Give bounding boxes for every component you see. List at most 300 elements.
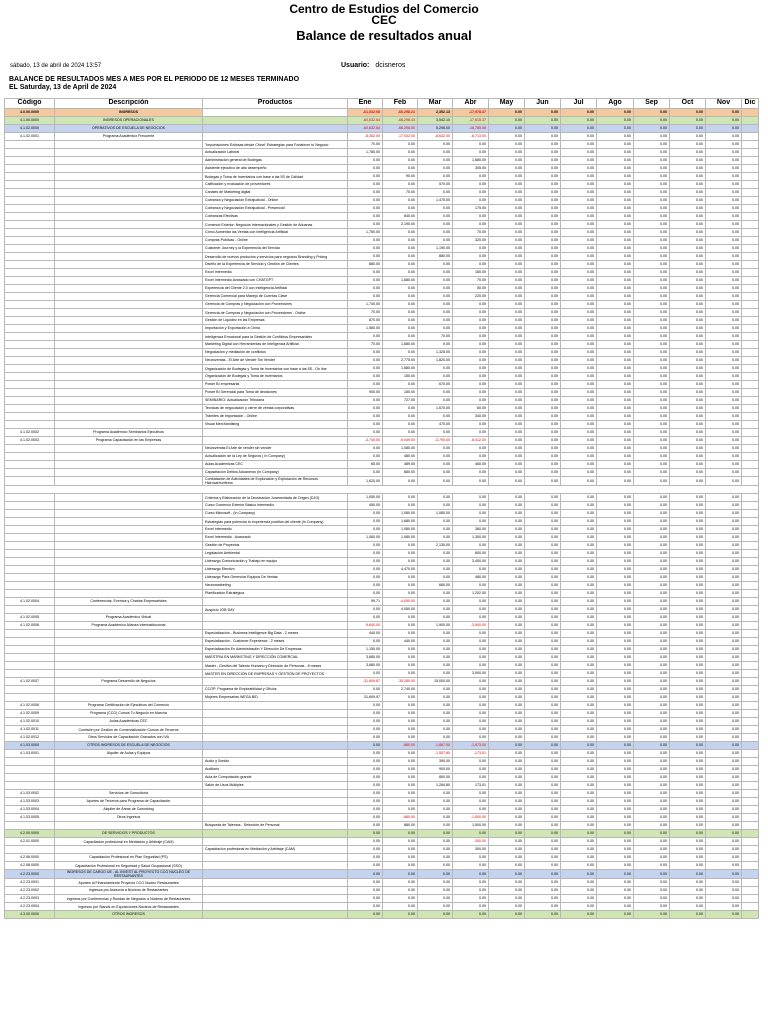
account-code [5,469,55,477]
month-value: 0.00 [706,373,742,381]
month-value: 0.00 [670,445,706,453]
account-description [55,686,203,694]
month-value: 0.00 [525,269,561,277]
table-row [5,662,759,670]
month-value: 0.00 [525,895,561,903]
month-value: 0.00 [418,213,453,221]
product-name: Trámites de importación - Online [203,413,348,421]
month-value: 0.00 [525,662,561,670]
account-description: Aulas Académicas CEC [55,718,203,726]
month-value: 0.00 [453,895,489,903]
month-value: 0.00 [453,879,489,887]
month-value: 0.00 [525,598,561,606]
month-value: 2,190.00 [383,221,418,229]
month-value: 0.00 [418,814,453,822]
month-value: 0.00 [489,149,525,157]
month-value: 0.00 [597,189,634,197]
account-code [5,774,55,782]
account-description [55,542,203,550]
month-value: 0.00 [634,325,670,333]
month-value: 0.00 [383,429,418,437]
account-description: Otros Servicios de Capacitación Gravados con IVA [55,734,203,742]
month-value: 0.00 [706,269,742,277]
month-value: 0.00 [383,838,418,846]
month-value: 0.00 [597,718,634,726]
month-value: 0.00 [525,133,561,141]
month-value: 0.00 [670,141,706,149]
table-row [5,630,759,638]
account-description [55,261,203,269]
month-value: 0.00 [489,429,525,437]
month-value: 0.00 [561,253,597,261]
month-value: 173.01 [453,782,489,790]
month-value: 0.00 [383,887,418,895]
month-value: 160.00 [453,269,489,277]
account-code [5,333,55,341]
month-value: 0.00 [383,285,418,293]
month-value: 0.00 [383,750,418,758]
table-row [5,429,759,437]
month-value: 0.00 [383,157,418,165]
month-value: 0.00 [489,510,525,518]
month-value: 0.00 [597,341,634,349]
table-row [5,293,759,301]
month-value: 0.00 [634,229,670,237]
month-value: 0.00 [561,846,597,854]
month-value: 0.00 [418,870,453,879]
account-description [55,197,203,205]
month-value: 0.00 [525,502,561,510]
month-value: 0.00 [489,109,525,117]
month-value: 0.00 [706,854,742,862]
month-value: 0.00 [348,895,383,903]
month-value: 0.00 [348,814,383,822]
month-value: 0.00 [561,622,597,630]
table-row [5,189,759,197]
month-value: 0.00 [525,453,561,461]
month-value: 0.00 [525,566,561,574]
month-value: 0.00 [706,197,742,205]
account-code [5,606,55,614]
month-value: 840.00 [383,213,418,221]
month-value: -173.01 [453,750,489,758]
month-value: 0.00 [561,173,597,181]
month-value: 0.00 [670,237,706,245]
month-value: 0.00 [597,357,634,365]
product-name: Neuroventas - El Arte de Vender Sin Vender [203,357,348,365]
account-description [55,469,203,477]
month-value: 0.00 [597,229,634,237]
month-value: 0.00 [418,614,453,622]
month-value: 0.00 [597,895,634,903]
month-value [742,895,759,903]
month-value: 0.00 [670,453,706,461]
product-name: Excel Intermedio - Avanzado [203,534,348,542]
table-row [5,879,759,887]
month-value: 0.00 [561,333,597,341]
month-value [742,782,759,790]
month-value: -8,362.00 [348,133,383,141]
month-value [742,229,759,237]
month-value: 0.00 [525,165,561,173]
month-value: 0.00 [489,911,525,919]
month-value: 0.00 [706,662,742,670]
product-name: Organización de Bodegas y Toma de Inventarios [203,373,348,381]
month-value: 0.00 [706,654,742,662]
product-name: Calificación y evaluación de proveedores [203,181,348,189]
month-value: 0.00 [348,293,383,301]
month-value [742,774,759,782]
month-value [742,494,759,502]
product-name: Gerencia de Compras y Negociación con Proveedores [203,301,348,309]
table-row [5,133,759,141]
month-value: 0.00 [597,622,634,630]
month-value [742,117,759,125]
month-value: 0.00 [561,670,597,678]
month-value: 0.00 [453,774,489,782]
month-value: 2,130.00 [418,542,453,550]
product-name [203,806,348,814]
month-value: 0.00 [634,798,670,806]
month-value: 0.00 [383,622,418,630]
month-value: 0.00 [383,694,418,702]
month-value: 1,080.00 [383,534,418,542]
table-row [5,622,759,630]
month-value: 1,620.00 [348,477,383,486]
month-value: 0.00 [597,125,634,133]
month-value: 0.00 [670,903,706,911]
month-value: 0.00 [561,301,597,309]
month-value: 0.00 [561,405,597,413]
month-value: 0.00 [489,750,525,758]
month-value: 0.00 [453,333,489,341]
month-value [742,534,759,542]
month-value: 0.00 [706,229,742,237]
month-value: 300.00 [453,846,489,854]
month-value: 0.00 [525,638,561,646]
month-value: 0.00 [706,694,742,702]
table-row [5,526,759,534]
month-value: 0.00 [634,429,670,437]
account-description: OTROS INGRESOS DE ESCUELA DE NEGOCIOS [55,742,203,750]
month-value: 0.00 [561,317,597,325]
month-value: 0.00 [670,534,706,542]
month-value: 0.00 [525,117,561,125]
month-value: 0.00 [525,317,561,325]
month-value: 0.00 [348,269,383,277]
month-value: 900.00 [418,766,453,774]
month-value: 0.00 [383,734,418,742]
month-value: 0.00 [383,758,418,766]
month-value: 0.00 [418,189,453,197]
month-value: 680.00 [383,469,418,477]
product-name: Diseño de la Experiencia de Servicio y Gestión de Clientes [203,261,348,269]
month-value: 0.00 [634,125,670,133]
month-value: 0.00 [670,862,706,870]
month-value: 0.00 [706,261,742,269]
month-value: 0.00 [597,558,634,566]
month-value: 0.00 [561,534,597,542]
month-value: 727.00 [383,397,418,405]
month-value: 0.00 [706,437,742,445]
product-name: Capacitación profesional en Mediación y Arbitraje (CAM) [203,846,348,854]
month-value [742,510,759,518]
month-value: 0.00 [597,181,634,189]
product-name: Excel Intermedio [203,269,348,277]
month-value: 0.00 [489,590,525,598]
month-value: 0.00 [670,229,706,237]
month-value: 1,780.00 [348,149,383,157]
month-value: 5,296.00 [418,125,453,133]
month-value: 0.00 [706,429,742,437]
month-value: 0.00 [418,606,453,614]
table-row [5,213,759,221]
month-value: 0.00 [670,879,706,887]
month-value: 0.00 [561,806,597,814]
month-value: 0.00 [597,317,634,325]
month-value: 0.00 [706,157,742,165]
account-code: 4.1.02.0011 [5,726,55,734]
account-description [55,606,203,614]
month-value: 0.00 [634,373,670,381]
month-value: 0.00 [348,245,383,253]
month-value: 0.00 [670,293,706,301]
month-value: 0.00 [489,261,525,269]
month-value: 0.00 [525,686,561,694]
month-value: 0.00 [489,790,525,798]
month-value: 0.00 [597,197,634,205]
table-row [5,333,759,341]
month-value: 0.00 [670,109,706,117]
month-value: 0.00 [348,854,383,862]
month-value: 0.00 [348,445,383,453]
month-value: 0.00 [489,622,525,630]
month-value: 0.00 [418,141,453,149]
month-value: 0.00 [489,574,525,582]
account-description: INGRESOS OPERACIONALES [55,117,203,125]
month-value: 0.00 [561,461,597,469]
product-name [203,710,348,718]
month-value: 0.00 [489,277,525,285]
product-name: Visual Merchandising [203,421,348,429]
month-value: 0.00 [418,822,453,830]
month-value: 0.00 [634,598,670,606]
account-code [5,157,55,165]
month-value: 1,300.00 [453,534,489,542]
month-value: 0.00 [706,365,742,373]
month-value: 0.00 [418,518,453,526]
account-code: 4.1.03.0001 [5,750,55,758]
month-value: 0.00 [561,197,597,205]
month-value [742,758,759,766]
month-value: 0.00 [453,253,489,261]
month-value: 0.00 [706,574,742,582]
month-value: 0.00 [670,678,706,686]
month-value: 0.00 [597,333,634,341]
month-value: 0.00 [383,574,418,582]
month-value [742,742,759,750]
month-value: 0.00 [489,269,525,277]
month-value: 0.00 [489,117,525,125]
month-value: 0.00 [489,445,525,453]
table-header-row [5,99,759,109]
month-value: 0.00 [383,726,418,734]
table-row [5,181,759,189]
month-value: 0.00 [634,461,670,469]
account-code: 4.1.00.0000 [5,117,55,125]
month-value: -1,557.80 [418,750,453,758]
month-value: 0.00 [383,309,418,317]
month-value: 3,542.10 [418,117,453,125]
month-value: 0.00 [706,702,742,710]
month-value: 0.00 [525,830,561,838]
month-value: 880.00 [348,261,383,269]
month-value: 0.00 [418,325,453,333]
account-description: Capacitación Profesional en Seguridad y Salud Ocupacional (SSO) [55,862,203,870]
table-row [5,510,759,518]
month-value: 0.00 [634,622,670,630]
month-value: 1,750.00 [348,229,383,237]
account-code [5,638,55,646]
account-code [5,165,55,173]
month-value: 0.00 [706,766,742,774]
month-value: 0.00 [348,413,383,421]
month-value: 0.00 [706,550,742,558]
account-code [5,237,55,245]
month-value: 0.00 [597,221,634,229]
month-value: 0.00 [489,229,525,237]
month-value: 0.00 [383,895,418,903]
month-value: 0.00 [670,181,706,189]
month-value: 0.00 [634,405,670,413]
month-value: 0.00 [489,309,525,317]
account-description [55,397,203,405]
month-value [742,710,759,718]
table-row [5,726,759,734]
month-value: 0.00 [348,349,383,357]
account-description: Programa Capacitación en las Empresas [55,437,203,445]
month-value: 175.00 [453,205,489,213]
report-date: sábado, 13 de abril de 2024 13:57 [10,63,102,69]
table-row [5,574,759,582]
month-value: 0.00 [348,750,383,758]
month-value [742,694,759,702]
account-code [5,285,55,293]
month-value: 0.00 [597,437,634,445]
month-value: 0.00 [634,205,670,213]
month-value: 0.00 [634,879,670,887]
month-value: 0.00 [525,870,561,879]
month-value: 0.00 [706,630,742,638]
account-description [55,574,203,582]
account-description [55,165,203,173]
month-value: 680.00 [418,582,453,590]
month-value: 0.00 [670,373,706,381]
month-value: 0.00 [525,526,561,534]
product-name: Negociación y mediación de conflictos [203,349,348,357]
month-value: 0.00 [597,526,634,534]
month-value: 0.00 [348,718,383,726]
account-description [55,333,203,341]
month-value: 0.00 [561,469,597,477]
account-description [55,325,203,333]
account-description [55,662,203,670]
product-name [203,429,348,437]
month-value: 0.00 [418,903,453,911]
month-value: 0.00 [706,301,742,309]
month-value: 0.00 [453,710,489,718]
month-value: -35,280.00 [383,678,418,686]
month-value: 0.00 [348,542,383,550]
month-value [742,317,759,325]
month-value: 0.00 [453,261,489,269]
month-value: 0.00 [453,702,489,710]
month-value: 0.00 [489,173,525,181]
month-value: -60,632.64 [348,125,383,133]
month-value: 0.00 [706,598,742,606]
month-value: 0.00 [418,341,453,349]
month-value: 0.00 [634,887,670,895]
account-description: Capacitación Profesional en Plan Seguridad (PS) [55,854,203,862]
month-value: 0.00 [561,887,597,895]
product-name: Importación y Exportación a China [203,325,348,333]
month-value: 0.00 [561,117,597,125]
month-value: 0.00 [525,903,561,911]
month-value: -66,298.50 [383,125,418,133]
month-value: 0.00 [634,301,670,309]
month-value: 0.00 [383,846,418,854]
month-value: 1,325.00 [418,349,453,357]
account-description [55,213,203,221]
month-value: 0.00 [706,887,742,895]
month-value: 0.00 [561,702,597,710]
month-value: 0.00 [670,502,706,510]
month-value: 0.00 [418,205,453,213]
table-row [5,469,759,477]
column-header: Dic [742,99,759,109]
month-value: 0.00 [597,349,634,357]
month-value: -31,609.87 [348,678,383,686]
month-value: 0.00 [383,870,418,879]
month-value: 0.00 [561,782,597,790]
month-value: 0.00 [453,638,489,646]
month-value: -66,298.43 [383,117,418,125]
month-value: 0.00 [561,229,597,237]
month-value: -18,785.08 [453,125,489,133]
month-value: 99.71 [348,598,383,606]
month-value [742,453,759,461]
month-value: 0.00 [418,469,453,477]
month-value: 480.00 [453,574,489,582]
account-description: Aportes al Financiamiento Proyecto CCG Nucleo Restaurantes [55,879,203,887]
month-value: 0.00 [525,197,561,205]
table-row [5,229,759,237]
month-value: 390.00 [418,758,453,766]
account-code [5,389,55,397]
month-value: 0.00 [706,710,742,718]
table-row [5,413,759,421]
month-value: 0.00 [597,750,634,758]
month-value [742,405,759,413]
account-code: 4.2.23.0004 [5,903,55,911]
product-name [203,117,348,125]
month-value: 0.00 [706,911,742,919]
month-value [742,157,759,165]
month-value: 0.00 [489,413,525,421]
table-row [5,477,759,486]
month-value: 870.00 [348,317,383,325]
table-row [5,317,759,325]
